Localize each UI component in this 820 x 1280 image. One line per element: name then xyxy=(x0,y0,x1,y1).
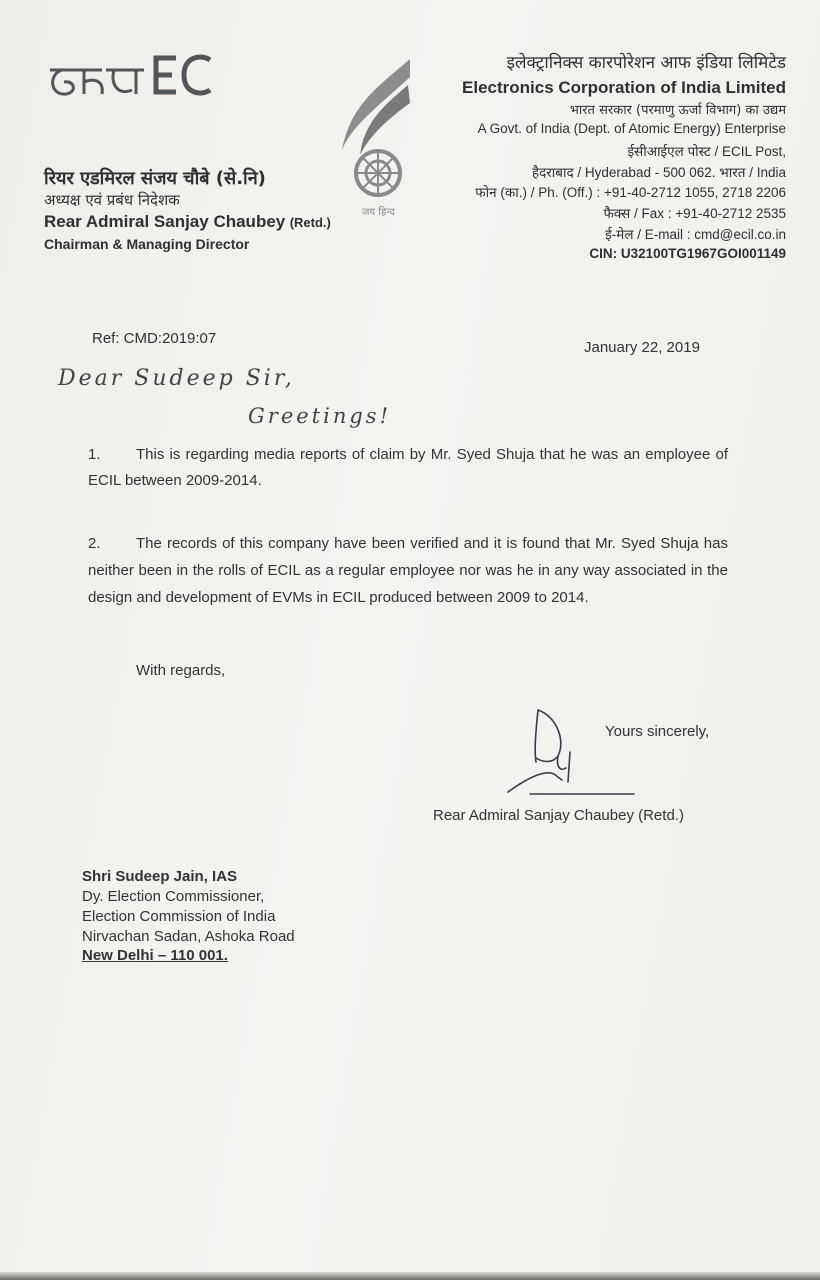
sender-name-en xyxy=(44,212,331,232)
handwritten-salutation: Dear Sudeep Sir, xyxy=(58,366,295,391)
emblem-caption: जय हिन्द xyxy=(362,207,395,218)
govt-enterprise-hindi: भारत सरकार (परमाणु ऊर्जा विभाग) का उद्यम xyxy=(569,103,786,118)
sender-name-hindi: रियर एडमिरल संजय चौबे (से.नि) xyxy=(44,168,266,189)
paragraph-1 xyxy=(88,442,728,494)
phone-line: फोन (का.) / Ph. (Off.) : +91-40-2712 1055, 2718 2206 xyxy=(475,185,786,200)
post-line: ईसीआईएल पोस्ट / ECIL Post, xyxy=(627,144,786,159)
govt-enterprise-en: A Govt. of India (Dept. of Atomic Energy) Enterprise xyxy=(477,121,786,136)
sign-off: Yours sincerely, xyxy=(605,723,710,740)
cin-line: CIN: U32100TG1967GOI001149 xyxy=(589,246,786,261)
city-line: हैदराबाद / Hyderabad - 500 062. भारत / India xyxy=(531,165,786,180)
paragraph-text: The records of this company have been verified and it is found that Mr. Syed Shuja has neither been in the rolls of ECIL as a regular employee nor was he in any way associated in the design and development of EVMs in ECIL produced between 2009 to 2014. xyxy=(88,535,728,606)
sender-title-en: Chairman & Managing Director xyxy=(44,236,250,252)
recipient-name: Shri Sudeep Jain, IAS xyxy=(82,868,238,885)
reference-number: Ref: CMD:2019:07 xyxy=(92,330,217,347)
recipient-city: New Delhi – 110 001. xyxy=(82,947,228,964)
company-name-hindi: इलेक्ट्रानिक्स कारपोरेशन आफ इंडिया लिमिटेड xyxy=(506,53,786,73)
closing-phrase: With regards, xyxy=(136,662,226,679)
recipient-organisation: Election Commission of India xyxy=(82,908,276,925)
ecil-logo xyxy=(44,44,214,106)
handwritten-greeting: Greetings! xyxy=(248,404,392,428)
paragraph-text: This is regarding media reports of claim by Mr. Syed Shuja that he was an employee of ECIL between 2009-2014. xyxy=(88,446,728,489)
sender-name-text: Rear Admiral Sanjay Chaubey xyxy=(44,212,286,231)
signature xyxy=(500,700,640,800)
recipient-designation: Dy. Election Commissioner, xyxy=(82,888,265,905)
letter-date: January 22, 2019 xyxy=(584,339,700,356)
signatory-name: Rear Admiral Sanjay Chaubey (Retd.) xyxy=(433,807,684,824)
email-line: ई-मेल / E-mail : cmd@ecil.co.in xyxy=(605,227,786,242)
sender-name-suffix: (Retd.) xyxy=(289,215,331,230)
ecil-emblem xyxy=(330,55,430,225)
fax-line: फैक्स / Fax : +91-40-2712 2535 xyxy=(603,206,786,221)
company-name-en: Electronics Corporation of India Limited xyxy=(462,78,786,97)
sender-title-hindi: अध्यक्ष एवं प्रबंध निदेशक xyxy=(44,191,180,209)
paragraph-2 xyxy=(88,530,728,611)
recipient-address: Nirvachan Sadan, Ashoka Road xyxy=(82,928,295,945)
paragraph-number: 1. xyxy=(88,446,101,463)
page-bottom-edge xyxy=(0,1272,820,1280)
paragraph-number: 2. xyxy=(88,535,101,552)
